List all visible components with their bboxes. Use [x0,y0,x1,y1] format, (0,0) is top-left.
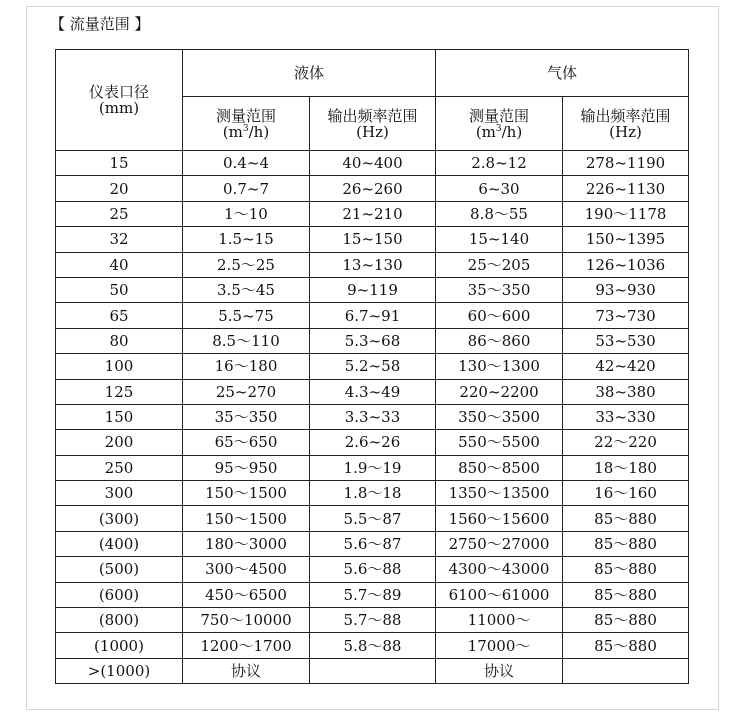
liquid-freq-cell: 5.5～87 [310,506,436,531]
freq-label: 输出频率范围 [327,106,418,125]
diameter-cell: 125 [56,379,183,404]
table-row [56,557,689,582]
range-label: 测量范围 [469,106,530,125]
liquid-freq-cell: 5.7～89 [310,582,436,607]
diameter-cell: 15 [56,151,183,176]
gas-freq-header [563,97,689,151]
freq-unit: (Hz) [609,122,642,141]
gas-freq-cell: 18～180 [563,455,689,480]
liquid-freq-cell: 1.9～19 [310,455,436,480]
gas-freq-cell: 85～880 [563,608,689,633]
liquid-range-cell: 25~270 [183,379,310,404]
gas-range-cell: 17000～ [436,633,563,658]
table-row [56,481,689,506]
diameter-cell: 150 [56,404,183,429]
liquid-freq-cell: 21~210 [310,201,436,226]
table-row [56,455,689,480]
diameter-header-cell [56,50,183,151]
liquid-freq-cell: 5.2~58 [310,354,436,379]
gas-range-cell: 11000～ [436,608,563,633]
gas-freq-cell: 190～1178 [563,201,689,226]
diameter-cell: (800) [56,608,183,633]
gas-freq-cell: 42~420 [563,354,689,379]
table-row [56,252,689,277]
gas-range-cell: 220~2200 [436,379,563,404]
diameter-cell: 300 [56,481,183,506]
diameter-cell: 65 [56,303,183,328]
gas-freq-cell: 73~730 [563,303,689,328]
liquid-range-cell: 450～6500 [183,582,310,607]
liquid-range-cell: 16～180 [183,354,310,379]
table-row [56,201,689,226]
liquid-freq-cell: 5.7～88 [310,608,436,633]
liquid-range-cell: 1～10 [183,201,310,226]
diameter-cell: (500) [56,557,183,582]
table-row [56,582,689,607]
liquid-range-cell: 0.4~4 [183,151,310,176]
gas-range-cell: 1560～15600 [436,506,563,531]
table-row [56,658,689,683]
table-row [56,354,689,379]
diameter-cell: (300) [56,506,183,531]
diameter-cell: 32 [56,227,183,252]
gas-range-cell: 86～860 [436,328,563,353]
gas-freq-cell: 53~530 [563,328,689,353]
gas-freq-cell: 85～880 [563,531,689,556]
gas-freq-cell: 22～220 [563,430,689,455]
liquid-freq-cell: 3.3~33 [310,404,436,429]
gas-range-cell: 15~140 [436,227,563,252]
gas-freq-cell: 226~1130 [563,176,689,201]
gas-range-cell: 1350～13500 [436,481,563,506]
diameter-cell: 80 [56,328,183,353]
gas-freq-cell [563,658,689,683]
gas-freq-cell: 16～160 [563,481,689,506]
gas-range-cell: 550～5500 [436,430,563,455]
diameter-cell: 25 [56,201,183,226]
gas-freq-cell: 33~330 [563,404,689,429]
diameter-cell: 40 [56,252,183,277]
gas-header: 气体 [436,50,689,97]
diameter-cell: 20 [56,176,183,201]
table-row [56,176,689,201]
range-label: 测量范围 [215,106,276,125]
liquid-range-cell: 95～950 [183,455,310,480]
liquid-freq-cell: 2.6~26 [310,430,436,455]
gas-range-cell: 协议 [436,658,563,683]
table-row [56,328,689,353]
gas-range-cell: 2.8~12 [436,151,563,176]
table-row [56,227,689,252]
liquid-range-cell: 3.5～45 [183,277,310,302]
liquid-range-cell: 300～4500 [183,557,310,582]
liquid-freq-cell: 6.7~91 [310,303,436,328]
liquid-range-cell: 35～350 [183,404,310,429]
gas-range-cell: 130～1300 [436,354,563,379]
diameter-cell: (1000) [56,633,183,658]
liquid-range-cell: 8.5～110 [183,328,310,353]
gas-range-cell: 850～8500 [436,455,563,480]
liquid-freq-cell [310,658,436,683]
flow-range-table [55,49,689,684]
gas-range-cell: 2750～27000 [436,531,563,556]
table-row [56,151,689,176]
liquid-freq-cell: 1.8～18 [310,481,436,506]
range-unit: $(m^3/h)$ [475,122,523,141]
diameter-cell: 200 [56,430,183,455]
liquid-range-cell: 1.5~15 [183,227,310,252]
liquid-range-cell: 2.5～25 [183,252,310,277]
liquid-range-cell: 0.7~7 [183,176,310,201]
table-row [56,277,689,302]
gas-freq-cell: 85～880 [563,633,689,658]
gas-range-cell: 60～600 [436,303,563,328]
table-row [56,531,689,556]
gas-range-cell: 6100～61000 [436,582,563,607]
diameter-cell: 50 [56,277,183,302]
liquid-freq-cell: 15~150 [310,227,436,252]
gas-range-cell: 350～3500 [436,404,563,429]
gas-range-cell: 6~30 [436,176,563,201]
section-heading: 【 流量范围 】 [50,15,150,33]
freq-label: 输出频率范围 [580,106,671,125]
gas-range-cell: 4300～43000 [436,557,563,582]
table-row [56,633,689,658]
liquid-range-cell: 5.5~75 [183,303,310,328]
gas-freq-cell: 85～880 [563,506,689,531]
liquid-freq-cell: 5.6～88 [310,557,436,582]
gas-range-header [436,97,563,151]
gas-freq-cell: 85～880 [563,582,689,607]
liquid-range-cell: 1200～1700 [183,633,310,658]
gas-range-cell: 8.8～55 [436,201,563,226]
gas-freq-cell: 150~1395 [563,227,689,252]
liquid-freq-cell: 5.6～87 [310,531,436,556]
liquid-freq-cell: 5.8～88 [310,633,436,658]
liquid-freq-cell: 40~400 [310,151,436,176]
liquid-freq-cell: 26~260 [310,176,436,201]
table-row [56,506,689,531]
diameter-cell: 100 [56,354,183,379]
liquid-freq-cell: 13~130 [310,252,436,277]
gas-range-cell: 25～205 [436,252,563,277]
liquid-range-header [183,97,310,151]
gas-freq-cell: 126~1036 [563,252,689,277]
table-row [56,430,689,455]
table-row [56,608,689,633]
liquid-range-cell: 150～1500 [183,481,310,506]
liquid-freq-cell: 5.3~68 [310,328,436,353]
diameter-header: 仪表口径 [88,83,149,101]
liquid-range-cell: 750～10000 [183,608,310,633]
liquid-range-cell: 150～1500 [183,506,310,531]
table-row [56,379,689,404]
liquid-freq-header [310,97,436,151]
liquid-range-cell: 协议 [183,658,310,683]
liquid-freq-cell: 4.3~49 [310,379,436,404]
gas-freq-cell: 93~930 [563,277,689,302]
liquid-range-cell: 65～650 [183,430,310,455]
diameter-unit: (mm) [98,99,140,117]
diameter-cell: (600) [56,582,183,607]
diameter-cell: >(1000) [56,658,183,683]
gas-freq-cell: 85～880 [563,557,689,582]
liquid-range-cell: 180～3000 [183,531,310,556]
range-unit: $(m^3/h)$ [222,122,270,141]
liquid-header: 液体 [183,50,436,97]
liquid-freq-cell: 9~119 [310,277,436,302]
gas-range-cell: 35～350 [436,277,563,302]
diameter-cell: (400) [56,531,183,556]
table-row [56,303,689,328]
gas-freq-cell: 278~1190 [563,151,689,176]
diameter-cell: 250 [56,455,183,480]
freq-unit: (Hz) [356,122,389,141]
table-row [56,404,689,429]
gas-freq-cell: 38~380 [563,379,689,404]
